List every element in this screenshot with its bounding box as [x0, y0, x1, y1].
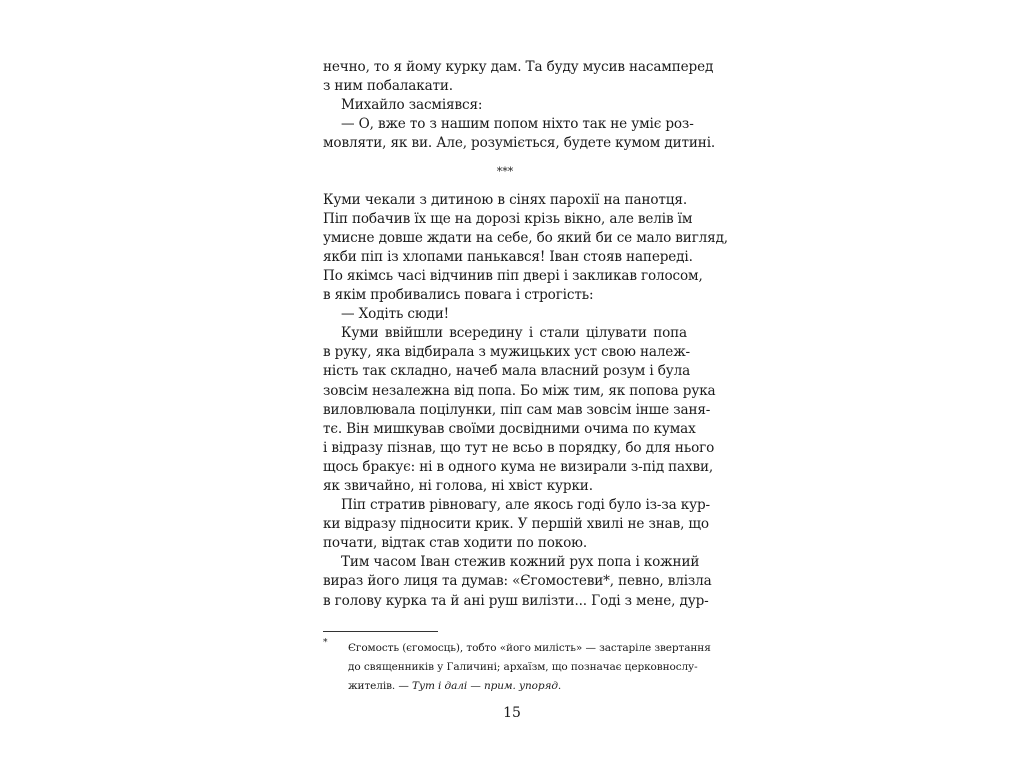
text-line: вираз його лиця та думав: «Єгомостеви*, певно, влізла	[323, 573, 712, 590]
section-separator: ***	[496, 165, 514, 179]
footnote-text: жителів. —	[348, 680, 413, 692]
text-line: як звичайно, ні голова, ні хвіст курки.	[323, 477, 593, 494]
text-line: зовсім незалежна від попа. Бо між тим, як попова рука	[323, 382, 716, 399]
footnote-mark: *	[323, 638, 328, 648]
text-line: Михайло засміявся:	[341, 97, 483, 114]
text-line: в руку, яка відбирала з мужицьких уст свою належ-	[323, 344, 691, 361]
footnote-divider	[323, 631, 438, 632]
text-line: умисне довше ждати на себе, бо який би се мало вигляд,	[323, 229, 728, 246]
text-line: щось бракує: ні в одного кума не визирали з-під пахви,	[323, 458, 714, 475]
text-line: — Ходіть сюди!	[341, 306, 449, 323]
footnote	[323, 638, 711, 696]
text-line: ки відразу підносити крик. У першій хвилі не знав, що	[323, 516, 709, 533]
text-line: почати, відтак став ходити по покою.	[323, 535, 588, 552]
text-line: Піп стратив рівновагу, але якось годі було із-за кур-	[341, 497, 710, 514]
text-line: Куми чекали з дитиною в сінях парохії на панотця.	[323, 191, 687, 208]
page-number: 15	[503, 705, 521, 721]
footnote-line: до священників у Галичині; архаїзм, що позначає церковнослу-	[348, 661, 698, 673]
text-line: і відразу пізнав, що тут не всьо в порядку, бо для нього	[323, 439, 715, 456]
text-line: мовляти, як ви. Але, розуміється, будете кумом дитині.	[323, 135, 716, 152]
footnote-text: Єгомость (єгомосць), тобто «його милість» — застаріле звертання	[348, 642, 711, 654]
text-line: нечно, то я йому курку дам. Та буду мусив насамперед	[323, 59, 714, 75]
text-line: в якім пробивались повага і строгість:	[323, 287, 594, 304]
text-line: в голову курка та й ані руш вилізти... Годі з мене, дур-	[323, 592, 709, 609]
footnote-line	[323, 638, 711, 658]
footnote-line	[323, 677, 687, 696]
text-line: Тим часом Іван стежив кожний рух попа і кожний	[341, 554, 700, 571]
text-line: якби піп із хлопами панькався! Іван стояв напереді.	[323, 248, 693, 265]
text-line: виловлювала поцілунки, піп сам мав зовсім інше заня-	[323, 401, 711, 418]
text-line: — О, вже то з нашим попом ніхто так не уміє роз-	[341, 116, 694, 133]
main-text	[323, 58, 728, 611]
text-line: Піп побачив їх ще на дорозі крізь вікно, але велів їм	[323, 210, 693, 227]
editor-note: Тут і далі — прим. упоряд.	[412, 680, 562, 692]
text-line: Куми ввійшли всередину і стали цілувати попа	[341, 325, 687, 342]
text-line: ність так складно, начеб мала власний розум і була	[323, 363, 691, 380]
text-line: тє. Він мишкував своїми досвідними очима по кумах	[323, 420, 696, 437]
text-line: з ним побалакати.	[323, 78, 453, 95]
text-line: По якімсь часі відчинив піп двері і закликав голосом,	[323, 267, 703, 284]
